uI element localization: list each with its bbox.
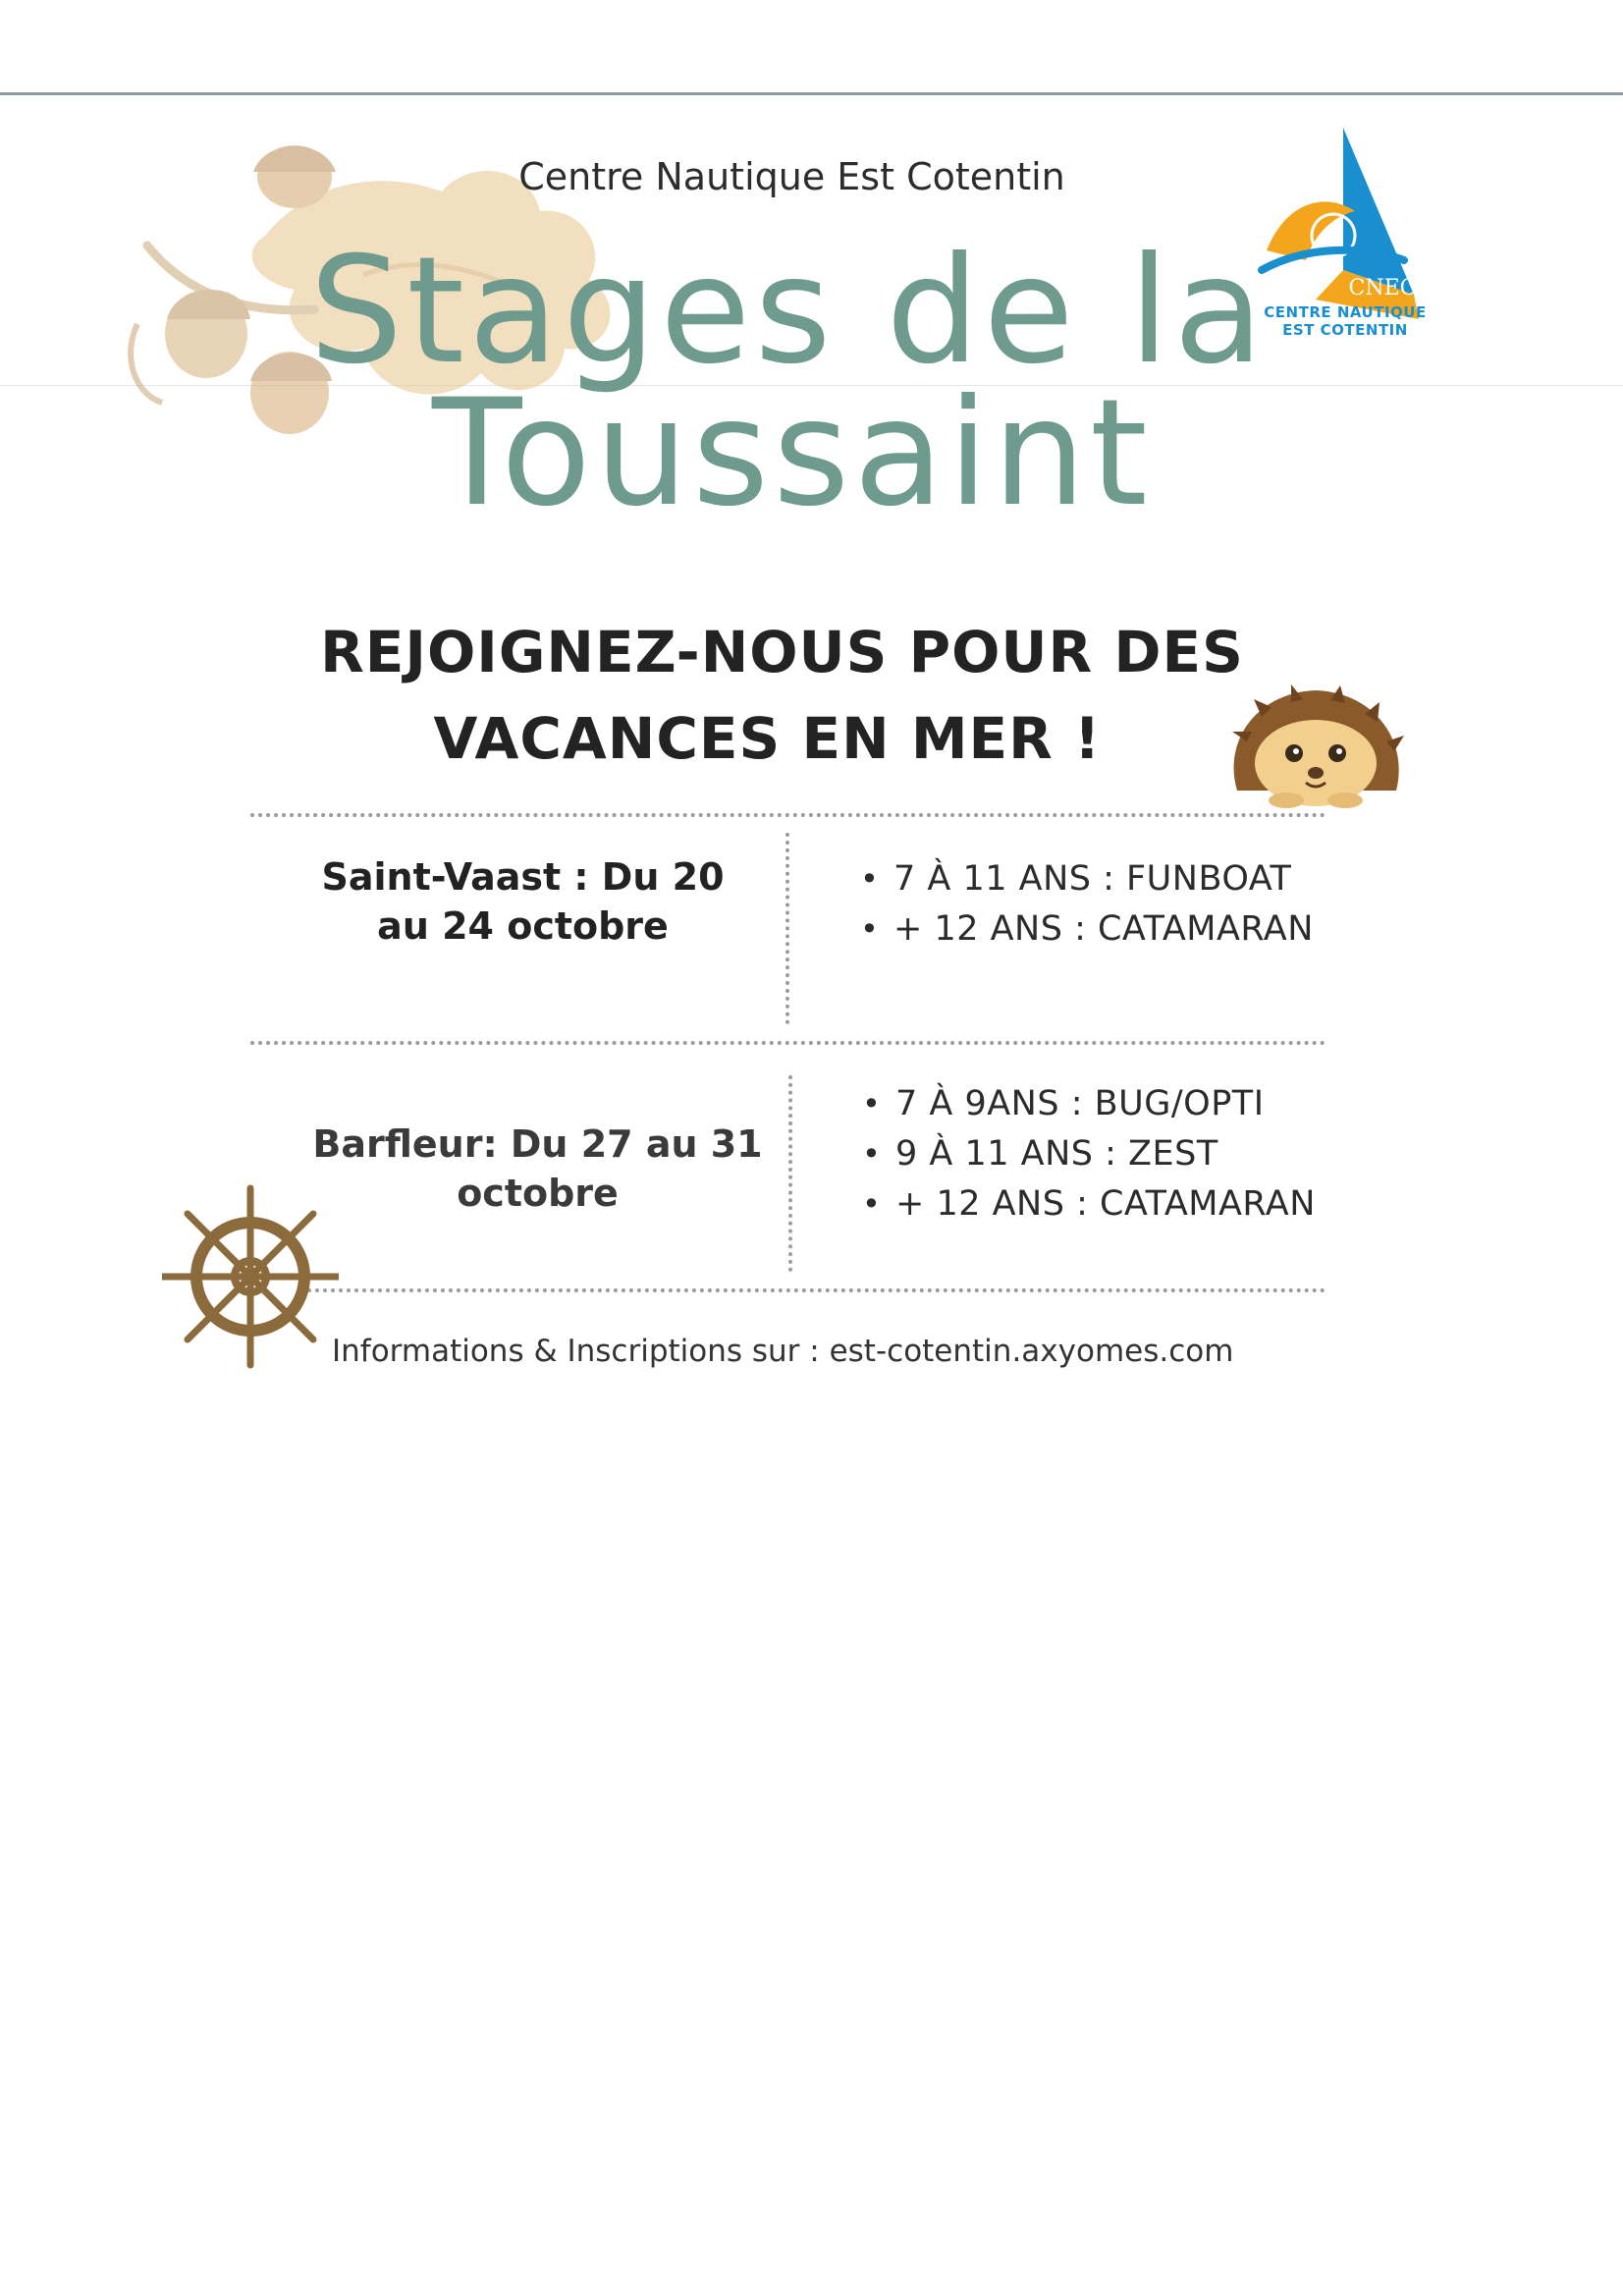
divider-vertical-1 xyxy=(785,833,789,1024)
location-line: Barfleur: Du 27 au 31 xyxy=(312,1122,763,1166)
divider-top xyxy=(250,813,1325,817)
logo-badge-text: CNEC xyxy=(1348,276,1417,301)
title-line-1: Stages de la xyxy=(309,226,1269,397)
session-location-saint-vaast xyxy=(285,852,761,951)
location-line: au 24 octobre xyxy=(377,904,669,948)
organization-name: Centre Nautique Est Cotentin xyxy=(518,155,1065,198)
course-item: • 9 À 11 ANS : ZEST xyxy=(862,1129,1316,1179)
course-item: • 7 À 9ANS : BUG/OPTI xyxy=(862,1079,1316,1129)
headline-line-1: REJOIGNEZ-NOUS POUR DES xyxy=(320,619,1244,685)
headline-line-2: VACANCES EN MER ! xyxy=(433,705,1102,772)
hedgehog-icon xyxy=(1217,683,1414,810)
course-item: • + 12 ANS : CATAMARAN xyxy=(860,904,1314,955)
course-list-saint-vaast xyxy=(860,854,1314,955)
location-line: octobre xyxy=(457,1172,619,1215)
title-line-2: Toussaint xyxy=(432,368,1152,539)
divider-vertical-2 xyxy=(788,1075,792,1272)
location-line: Saint-Vaast : Du 20 xyxy=(321,855,725,899)
logo-text-line1: CENTRE NAUTIQUE xyxy=(1264,303,1427,321)
divider-middle xyxy=(250,1041,1325,1045)
course-list-barfleur xyxy=(862,1079,1316,1230)
session-location-barfleur xyxy=(295,1120,781,1218)
ship-wheel-icon xyxy=(162,1183,339,1370)
course-item: • 7 À 11 ANS : FUNBOAT xyxy=(860,854,1314,904)
course-item: • + 12 ANS : CATAMARAN xyxy=(862,1179,1316,1230)
divider-bottom xyxy=(299,1288,1325,1292)
scan-border-line xyxy=(0,92,1623,95)
logo-text-line2: EST COTENTIN xyxy=(1282,321,1408,339)
registration-info: Informations & Inscriptions sur : est-cotentin.axyomes.com xyxy=(332,1334,1234,1369)
